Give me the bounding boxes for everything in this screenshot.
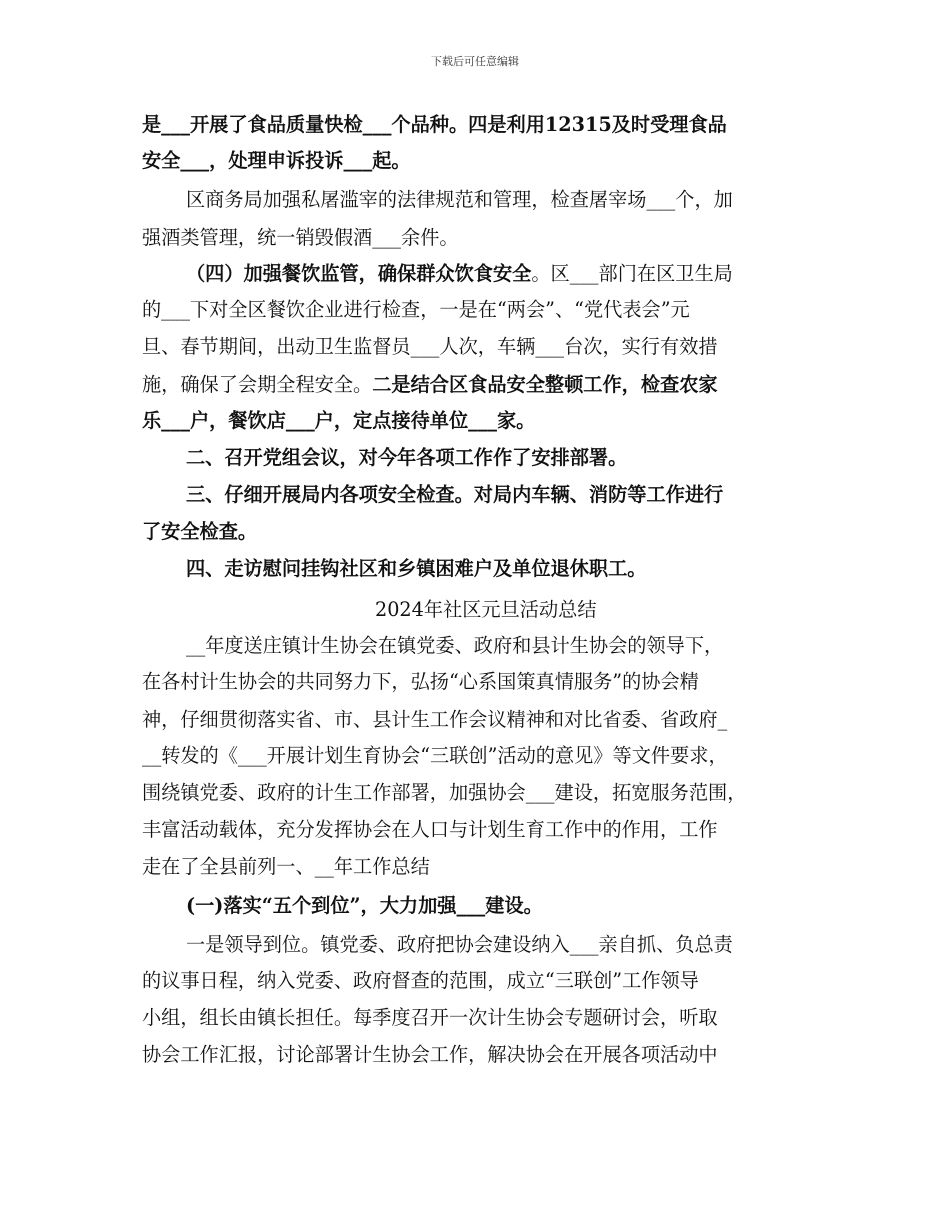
paragraph-line: 的___下对全区餐饮企业进行检查，一是在“两会”、“党代表会”元	[142, 298, 690, 321]
paragraph-line: __年度送庄镇计生协会在镇党委、政府和县计生协会的领导下，	[186, 634, 724, 657]
paragraph-line: 的议事日程，纳入党委、政府督查的范围，成立“三联创”工作领导	[142, 969, 699, 992]
mixed-paragraph-line	[142, 367, 814, 403]
paragraph-line: 一是领导到位。镇党委、政府把协会建设纳入___亲自抓、负总责	[186, 933, 733, 956]
paragraph-line: 丰富活动载体，充分发挥协会在人口与计划生育工作中的作用，工作	[142, 818, 718, 841]
paragraph-line: 小组，组长由镇长担任。每季度召开一次计生协会专题研讨会，听取	[142, 1006, 718, 1029]
paragraph-line: 区商务局加强私屠滥宰的法律规范和管理，检查屠宰场___个，加	[186, 188, 733, 211]
section-four-heading-line	[186, 256, 858, 292]
section-heading: 四、走访慰问挂钩社区和乡镇困难户及单位退休职工。	[186, 557, 647, 580]
paragraph-line: 安全___，处理申诉投诉___起。	[142, 149, 411, 172]
paragraph-line: 强酒类管理，统一销毁假酒___余件。	[142, 226, 459, 249]
paragraph-line: 协会工作汇报，讨论部署计生协会工作，解决协会在开展各项活动中	[142, 1043, 718, 1066]
paragraph-line: 乐___户，餐饮店___户，定点接待单位___家。	[142, 409, 536, 432]
paragraph-text: 施，确保了会期全程安全。	[142, 373, 373, 396]
paragraph-line: 围绕镇党委、政府的计生工作部署，加强协会___建设，拓宽服务范围，	[142, 781, 747, 804]
paragraph-line: 了安全检查。	[142, 520, 258, 543]
paragraph-line: 神，仔细贯彻落实省、市、县计生工作会议精神和对比省委、省政府_	[142, 708, 728, 731]
paragraph-bold-text: 二是结合区食品安全整顿工作，检查农家	[372, 373, 718, 396]
paragraph-line: 是___开展了食品质量快检___个品种。四是利用12315及时受理食品	[142, 113, 727, 136]
paragraph-line: __转发的《___开展计划生育协会“三联创”活动的意见》等文件要求，	[142, 744, 728, 767]
paragraph-line: 在各村计生协会的共同努力下，弘扬“心系国策真情服务”的协会精	[142, 670, 699, 693]
subsection-heading: (一)落实“五个到位”，大力加强___建设。	[186, 894, 543, 917]
section-heading: 三、仔细开展局内各项安全检查。对局内车辆、消防等工作进行	[186, 483, 724, 506]
document-title: 2024年社区元旦活动总结	[375, 598, 597, 621]
paragraph-line: 旦、春节期间，出动卫生监督员___人次，车辆___台次，实行有效措	[142, 335, 718, 358]
section-heading: 二、召开党组会议，对今年各项工作作了安排部署。	[186, 446, 628, 469]
paragraph-text: 。区___部门在区卫生局	[531, 262, 733, 285]
section-four-heading: （四）加强餐饮监管，确保群众饮食安全	[186, 262, 532, 285]
page-header-note: 下载后可任意编辑	[431, 55, 519, 68]
paragraph-line: 走在了全县前列一、__年工作总结	[142, 855, 430, 878]
